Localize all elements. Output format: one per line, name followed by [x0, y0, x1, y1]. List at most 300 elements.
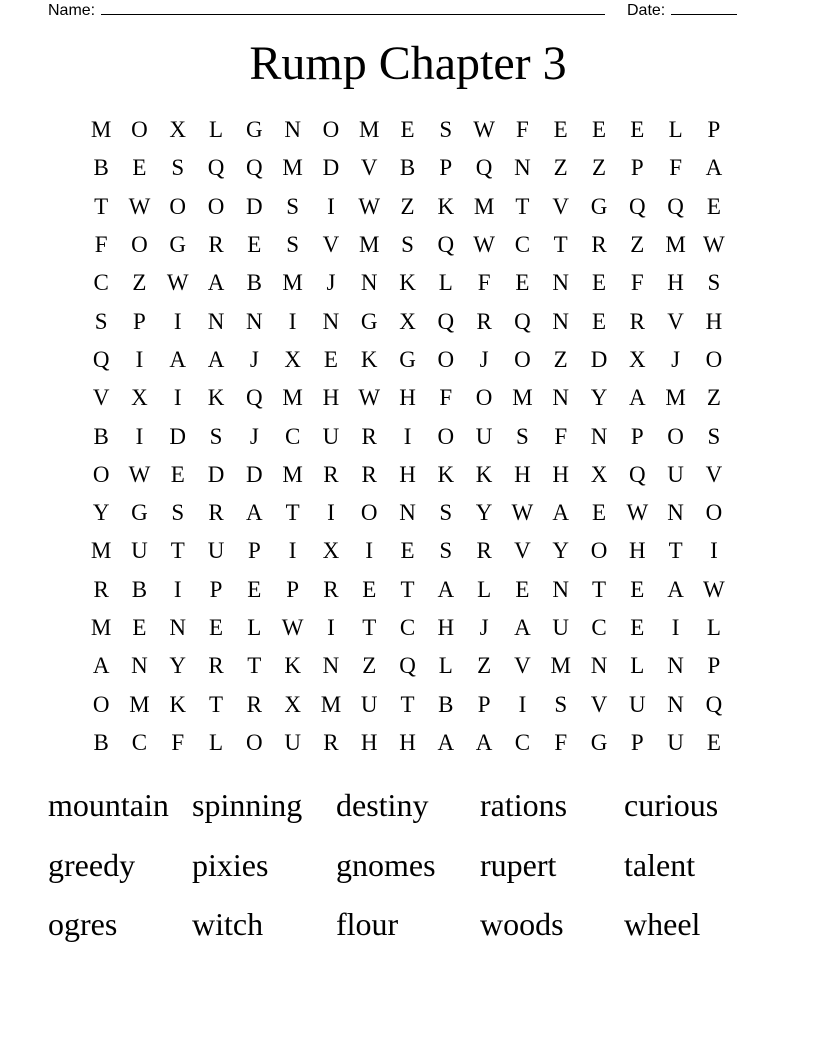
grid-letter: O: [437, 423, 455, 449]
grid-letter: L: [706, 615, 721, 640]
grid-letter: Z: [706, 385, 721, 411]
grid-letter: Q: [207, 155, 225, 181]
grid-letter: J: [479, 615, 489, 640]
grid-letter: X: [399, 308, 416, 334]
grid-letter: T: [247, 653, 262, 679]
grid-letter: Q: [628, 193, 646, 219]
grid-letter: Z: [132, 270, 147, 296]
grid-letter: L: [438, 653, 453, 679]
grid-letter: Z: [553, 346, 568, 372]
grid-letter: V: [92, 385, 110, 411]
grid-letter: R: [93, 576, 109, 602]
grid-letter: Q: [514, 308, 531, 334]
grid-row: [82, 532, 733, 570]
grid-letter: D: [322, 155, 340, 181]
grid-letter: E: [400, 538, 415, 564]
grid-letter: O: [92, 461, 110, 487]
word-list-item: wheel: [624, 906, 701, 942]
grid-letter: T: [400, 576, 415, 602]
grid-letter: S: [554, 691, 568, 717]
grid-row: [82, 111, 733, 149]
grid-letter: B: [438, 691, 454, 717]
grid-letter: M: [665, 385, 686, 411]
grid-letter: E: [515, 576, 530, 602]
grid-letter: D: [207, 461, 225, 487]
grid-letter: V: [667, 308, 684, 334]
grid-letter: R: [323, 576, 339, 602]
grid-letter: W: [166, 270, 189, 296]
grid-letter: I: [403, 423, 412, 449]
grid-letter: N: [667, 500, 684, 526]
grid-letter: N: [246, 308, 263, 334]
date-line: [627, 0, 737, 20]
grid-row: [82, 494, 733, 532]
word-list-item: mountain: [48, 787, 169, 823]
grid-letter: I: [365, 538, 374, 564]
grid-letter: T: [553, 232, 568, 258]
grid-row: [82, 302, 733, 340]
grid-letter: E: [170, 461, 185, 487]
grid-letter: B: [93, 423, 109, 449]
grid-letter: Y: [552, 538, 570, 564]
word-list-item: greedy: [48, 846, 136, 883]
grid-letter: F: [630, 270, 644, 296]
grid-letter: I: [288, 538, 297, 564]
grid-letter: I: [518, 691, 527, 717]
grid-letter: H: [360, 729, 378, 755]
grid-letter: E: [247, 576, 262, 602]
grid-letter: K: [169, 691, 187, 717]
grid-letter: S: [171, 155, 185, 181]
grid-letter: X: [131, 385, 148, 411]
grid-letter: P: [707, 653, 721, 679]
grid-letter: H: [514, 461, 531, 487]
grid-letter: O: [207, 193, 225, 219]
grid-letter: A: [628, 385, 646, 411]
grid-row: [82, 226, 733, 264]
grid-letter: L: [477, 576, 492, 602]
grid-letter: X: [590, 461, 608, 487]
grid-letter: G: [169, 232, 187, 258]
grid-letter: A: [437, 576, 455, 602]
grid-letter: J: [326, 270, 336, 296]
grid-letter: B: [93, 729, 109, 755]
grid-letter: N: [322, 653, 340, 679]
grid-letter: Z: [553, 155, 568, 181]
grid-letter: T: [285, 500, 300, 526]
grid-letter: R: [361, 423, 377, 449]
grid-letter: V: [514, 538, 531, 564]
grid-letter: Q: [92, 346, 110, 372]
grid-letter: M: [90, 538, 112, 564]
grid-letter: U: [284, 729, 301, 755]
grid-letter: W: [703, 576, 725, 602]
grid-letter: O: [169, 193, 187, 219]
grid-letter: N: [552, 576, 570, 602]
grid-letter: I: [173, 308, 182, 334]
grid-letter: E: [362, 576, 377, 602]
grid-letter: A: [246, 500, 263, 526]
grid-row: [82, 379, 733, 417]
grid-letter: G: [590, 193, 608, 219]
grid-letter: Z: [630, 232, 645, 258]
grid-letter: H: [705, 308, 723, 334]
grid-letter: I: [135, 346, 144, 372]
grid-letter: N: [552, 385, 570, 411]
grid-letter: P: [439, 155, 453, 181]
worksheet-header: [48, 0, 748, 20]
grid-letter: W: [703, 232, 725, 258]
grid-letter: X: [284, 691, 301, 717]
grid-letter: L: [438, 270, 453, 296]
word-list: [48, 777, 768, 956]
grid-letter: E: [591, 270, 607, 296]
grid-letter: S: [94, 308, 108, 334]
grid-letter: N: [667, 691, 684, 717]
grid-letter: N: [131, 653, 148, 679]
grid-letter: W: [128, 461, 151, 487]
grid-letter: N: [399, 500, 416, 526]
grid-letter: T: [94, 193, 109, 219]
grid-letter: V: [705, 461, 723, 487]
grid-letter: Y: [475, 500, 493, 526]
grid-letter: E: [400, 117, 415, 143]
grid-letter: S: [439, 117, 453, 143]
grid-letter: Z: [477, 653, 492, 679]
grid-letter: P: [630, 729, 644, 755]
grid-letter: E: [591, 500, 607, 526]
grid-letter: I: [173, 576, 182, 602]
word-list-item: curious: [624, 787, 719, 823]
grid-letter: P: [630, 423, 644, 449]
grid-letter: N: [552, 270, 570, 296]
grid-letter: K: [475, 461, 493, 487]
name-line: [48, 0, 605, 20]
grid-letter: U: [552, 615, 570, 640]
grid-letter: R: [208, 500, 224, 526]
grid-letter: H: [628, 538, 646, 564]
grid-letter: E: [209, 615, 224, 640]
letter-grid: [82, 111, 733, 762]
grid-letter: X: [169, 117, 187, 143]
grid-letter: Q: [475, 155, 493, 181]
grid-letter: O: [437, 346, 455, 372]
grid-letter: H: [322, 385, 340, 411]
grid-letter: E: [323, 346, 338, 372]
grid-letter: E: [630, 615, 645, 640]
grid-letter: Z: [400, 193, 415, 219]
grid-row: [82, 149, 733, 187]
grid-letter: E: [706, 193, 721, 219]
grid-letter: B: [131, 576, 148, 602]
grid-letter: T: [400, 691, 415, 717]
word-list-item: gnomes: [336, 846, 436, 883]
grid-letter: J: [249, 346, 259, 372]
grid-letter: S: [439, 538, 453, 564]
grid-row: [82, 341, 733, 379]
grid-letter: I: [671, 615, 680, 640]
grid-letter: A: [705, 155, 723, 181]
grid-letter: H: [399, 461, 416, 487]
grid-letter: U: [322, 423, 340, 449]
grid-letter: V: [360, 155, 378, 181]
grid-letter: U: [207, 538, 225, 564]
grid-letter: Q: [705, 691, 723, 717]
grid-letter: P: [286, 576, 300, 602]
grid-letter: P: [133, 308, 146, 334]
grid-letter: S: [401, 232, 414, 258]
grid-letter: W: [626, 500, 649, 526]
grid-letter: I: [288, 308, 297, 334]
grid-letter: M: [282, 270, 303, 296]
grid-letter: Y: [169, 653, 187, 679]
grid-letter: T: [362, 615, 377, 640]
grid-letter: W: [128, 193, 151, 219]
grid-letter: E: [515, 270, 530, 296]
grid-letter: I: [327, 500, 335, 526]
grid-letter: A: [92, 653, 110, 679]
grid-letter: F: [439, 385, 453, 411]
grid-letter: T: [515, 193, 530, 219]
grid-letter: G: [131, 500, 148, 526]
page-title: Rump Chapter 3: [249, 37, 567, 90]
grid-letter: O: [590, 538, 608, 564]
grid-letter: I: [327, 193, 335, 219]
grid-letter: C: [284, 423, 301, 449]
grid-letter: O: [322, 117, 340, 143]
grid-letter: H: [399, 385, 416, 411]
grid-letter: R: [629, 308, 645, 334]
grid-letter: M: [473, 193, 495, 219]
grid-letter: T: [668, 538, 683, 564]
grid-letter: S: [171, 500, 185, 526]
date-blank[interactable]: [671, 0, 737, 15]
word-list-item: flour: [336, 906, 399, 942]
grid-letter: D: [590, 346, 608, 372]
word-list-item: spinning: [192, 787, 303, 823]
grid-letter: I: [135, 423, 144, 449]
grid-letter: W: [511, 500, 534, 526]
grid-letter: E: [630, 576, 645, 602]
grid-letter: M: [550, 653, 571, 679]
grid-letter: O: [131, 232, 148, 258]
grid-letter: G: [399, 346, 416, 372]
grid-letter: Y: [92, 500, 110, 526]
grid-letter: U: [360, 691, 378, 717]
grid-letter: S: [516, 423, 529, 449]
word-list-item: destiny: [336, 787, 429, 823]
grid-letter: R: [208, 653, 224, 679]
grid-letter: N: [514, 155, 531, 181]
grid-letter: K: [437, 461, 455, 487]
grid-letter: B: [93, 155, 109, 181]
grid-letter: X: [322, 538, 340, 564]
name-blank[interactable]: [101, 0, 605, 15]
grid-row: [82, 188, 733, 226]
grid-letter: L: [630, 653, 645, 679]
grid-letter: A: [514, 615, 531, 640]
grid-letter: R: [323, 729, 339, 755]
grid-letter: P: [477, 691, 491, 717]
grid-letter: I: [173, 385, 182, 411]
grid-letter: W: [473, 117, 495, 143]
grid-letter: C: [131, 729, 148, 755]
grid-letter: L: [209, 117, 224, 143]
grid-letter: A: [437, 729, 455, 755]
grid-letter: M: [512, 385, 533, 411]
grid-letter: N: [590, 423, 608, 449]
grid-letter: C: [591, 615, 607, 640]
grid-letter: M: [665, 232, 686, 258]
grid-letter: H: [667, 270, 684, 296]
grid-letter: Q: [246, 155, 263, 181]
grid-letter: V: [514, 653, 531, 679]
grid-letter: A: [667, 576, 684, 602]
grid-letter: Y: [590, 385, 608, 411]
grid-letter: A: [552, 500, 570, 526]
grid-letter: E: [553, 117, 568, 143]
grid-letter: J: [671, 346, 681, 372]
grid-letter: Q: [399, 653, 416, 679]
grid-letter: A: [207, 270, 225, 296]
grid-letter: G: [246, 117, 263, 143]
grid-letter: F: [477, 270, 491, 296]
grid-letter: F: [554, 423, 568, 449]
grid-letter: M: [90, 117, 112, 143]
grid-letter: S: [286, 232, 300, 258]
grid-letter: V: [552, 193, 570, 219]
grid-letter: F: [669, 155, 682, 181]
grid-letter: H: [552, 461, 570, 487]
grid-row: [82, 609, 733, 647]
grid-letter: H: [399, 729, 416, 755]
grid-row: [82, 647, 733, 685]
grid-letter: D: [169, 423, 187, 449]
grid-letter: E: [132, 155, 147, 181]
grid-letter: W: [281, 615, 304, 640]
grid-letter: Q: [437, 232, 455, 258]
grid-letter: J: [249, 423, 259, 449]
grid-letter: K: [399, 270, 416, 296]
grid-letter: S: [439, 500, 453, 526]
grid-letter: A: [475, 729, 493, 755]
grid-letter: Q: [667, 193, 684, 219]
grid-letter: R: [476, 308, 492, 334]
grid-letter: R: [361, 461, 377, 487]
grid-letter: I: [710, 538, 718, 564]
grid-letter: M: [320, 691, 342, 717]
grid-letter: C: [514, 232, 531, 258]
grid-letter: M: [90, 615, 112, 640]
grid-letter: M: [129, 691, 150, 717]
grid-letter: O: [514, 346, 531, 372]
grid-letter: Q: [628, 461, 646, 487]
grid-letter: Z: [362, 653, 377, 679]
word-list-item: rupert: [480, 846, 557, 883]
grid-letter: B: [399, 155, 416, 181]
grid-letter: N: [207, 308, 225, 334]
grid-letter: U: [475, 423, 493, 449]
name-label: Name:: [48, 2, 96, 19]
grid-letter: K: [207, 385, 225, 411]
grid-letter: Q: [437, 308, 455, 334]
grid-letter: U: [667, 461, 684, 487]
grid-letter: W: [358, 193, 381, 219]
grid-letter: T: [591, 576, 607, 602]
grid-letter: B: [246, 270, 262, 296]
grid-letter: O: [246, 729, 263, 755]
grid-letter: N: [322, 308, 340, 334]
word-list-item: ogres: [48, 906, 118, 942]
word-list-item: talent: [624, 846, 696, 883]
grid-letter: C: [514, 729, 531, 755]
grid-row: [82, 724, 733, 762]
grid-letter: T: [209, 691, 224, 717]
grid-letter: U: [667, 729, 684, 755]
grid-letter: N: [169, 615, 187, 640]
grid-letter: S: [286, 193, 300, 219]
grid-letter: L: [247, 615, 262, 640]
grid-letter: P: [247, 538, 261, 564]
grid-letter: K: [284, 653, 301, 679]
word-list-item: rations: [480, 787, 568, 823]
grid-letter: E: [247, 232, 262, 258]
grid-letter: U: [131, 538, 148, 564]
grid-letter: A: [207, 346, 225, 372]
grid-row: [82, 685, 733, 723]
grid-letter: R: [591, 232, 607, 258]
grid-letter: R: [476, 538, 492, 564]
grid-letter: E: [132, 615, 147, 640]
grid-letter: I: [327, 615, 335, 640]
grid-letter: W: [358, 385, 381, 411]
grid-letter: N: [552, 308, 570, 334]
grid-letter: O: [92, 691, 110, 717]
grid-letter: F: [554, 729, 568, 755]
grid-letter: E: [630, 117, 645, 143]
grid-letter: G: [360, 308, 378, 334]
grid-letter: N: [667, 653, 684, 679]
grid-letter: Q: [246, 385, 263, 411]
grid-letter: P: [630, 155, 644, 181]
grid-row: [82, 417, 733, 455]
word-list-item: witch: [192, 906, 264, 942]
grid-letter: O: [667, 423, 684, 449]
grid-letter: G: [590, 729, 608, 755]
grid-letter: S: [707, 423, 721, 449]
grid-letter: O: [705, 500, 723, 526]
grid-letter: N: [360, 270, 378, 296]
grid-letter: S: [707, 270, 721, 296]
grid-letter: F: [516, 117, 529, 143]
grid-letter: D: [246, 193, 263, 219]
grid-letter: X: [628, 346, 646, 372]
grid-letter: R: [246, 691, 262, 717]
grid-letter: Z: [591, 155, 607, 181]
grid-letter: R: [323, 461, 339, 487]
word-list-item: woods: [480, 906, 564, 942]
grid-letter: F: [171, 729, 185, 755]
grid-letter: V: [322, 232, 340, 258]
grid-letter: E: [591, 308, 607, 334]
grid-letter: K: [360, 346, 378, 372]
grid-letter: M: [359, 232, 380, 258]
grid-letter: F: [94, 232, 108, 258]
grid-letter: C: [399, 615, 416, 640]
grid-row: [82, 456, 733, 494]
grid-letter: L: [668, 117, 683, 143]
grid-letter: N: [284, 117, 301, 143]
